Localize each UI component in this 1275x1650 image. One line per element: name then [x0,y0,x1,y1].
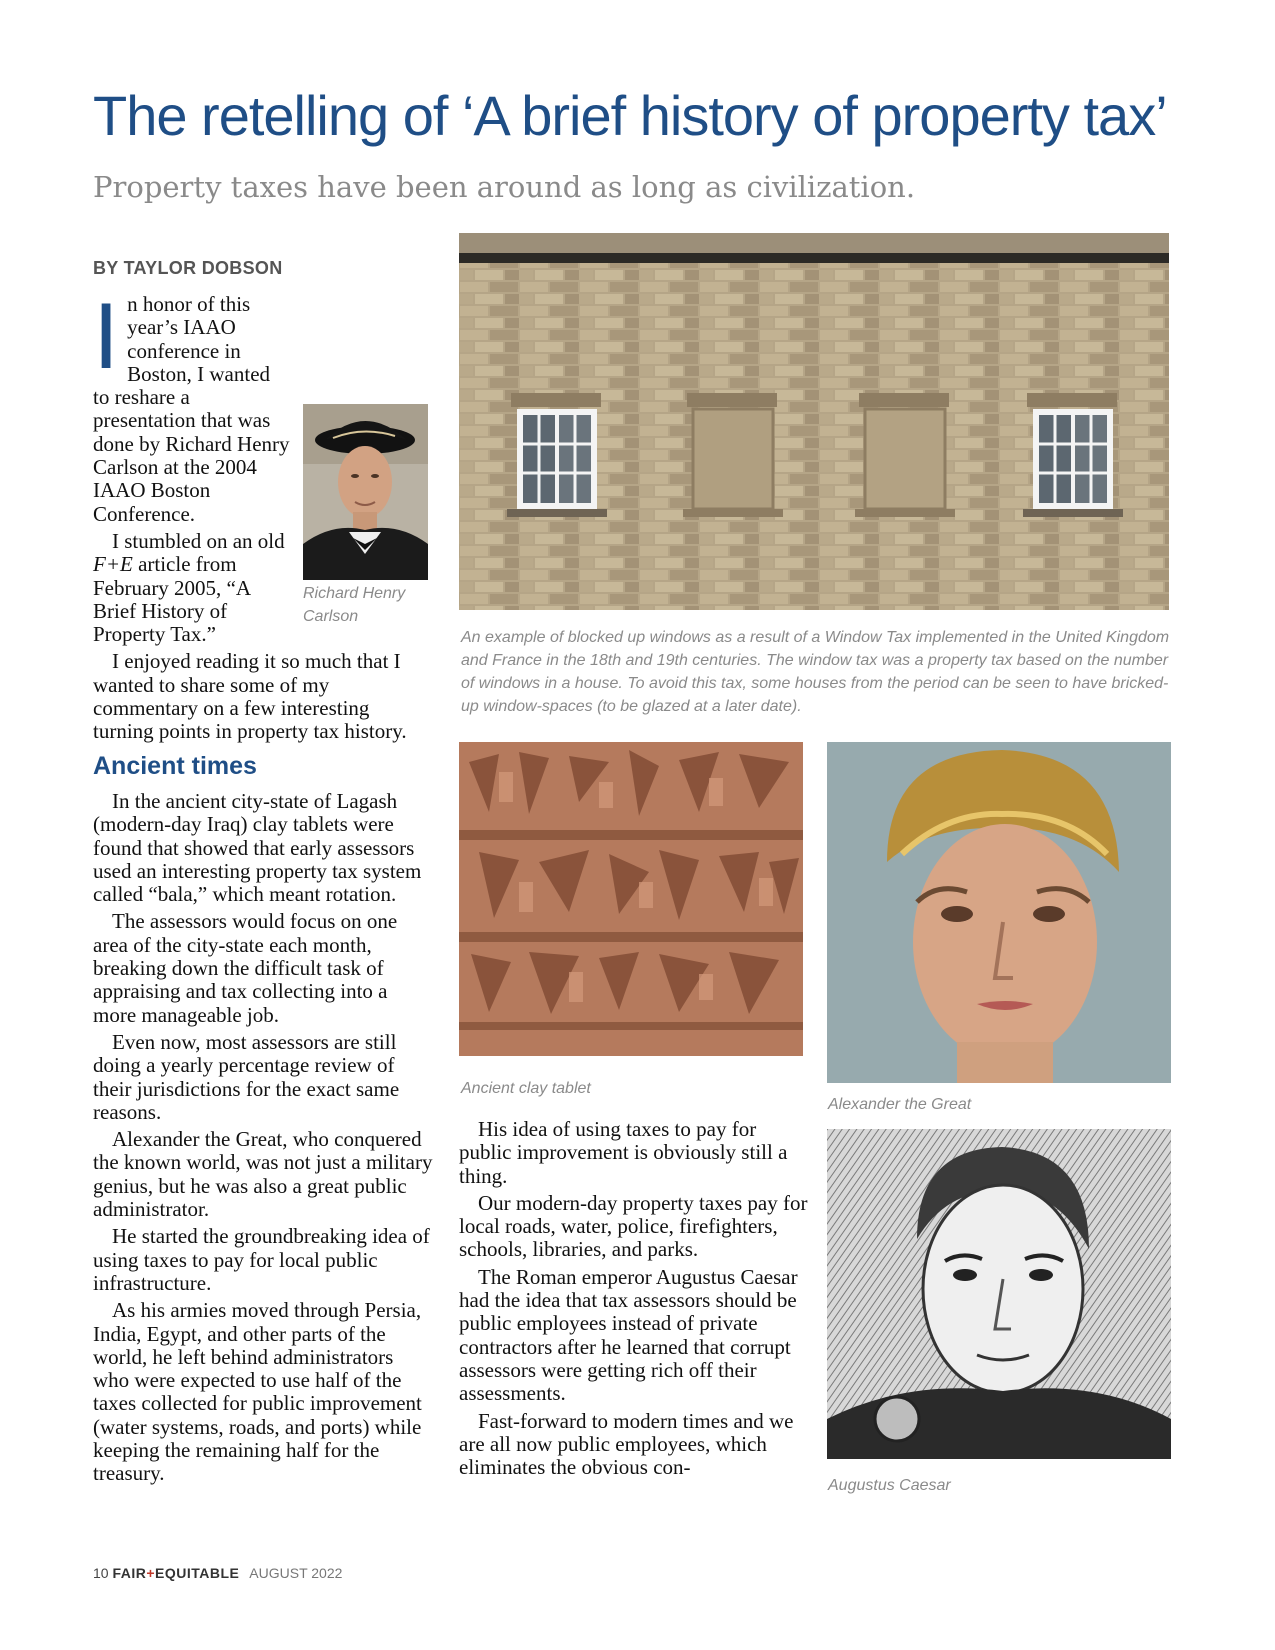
portrait-photo [303,404,428,580]
paragraph: His idea of using taxes to pay for public improvement is obviously still a thing. [459,1117,788,1188]
paragraph: The Roman emperor Augustus Caesar had the idea that tax assessors should be public employees instead of private contractors after he learned that corrupt assessors were getting rich off their assessments. [459,1264,798,1406]
window-tax-caption: An example of blocked up windows as a result of a Window Tax implemented in the United Kingdom and France in the 18th and 19th centuries. The window tax was a property tax based on the number of windows in a house. To avoid this tax, some houses from the period can be seen to have bricked-up window-spaces (to be glazed at a later date). [461,629,1170,715]
issue-date: AUGUST 2022 [249,1565,343,1581]
intro-paragraph-3: I enjoyed reading it so much that I wanted to share some of my commentary on a few interesting turning points in property tax history. [93,649,407,744]
paragraph: In the ancient city-state of Lagash (modern-day Iraq) clay tablets were found that showed that early assessors used an interesting property tax system called “bala,” which meant rotation. [93,789,422,907]
article-title: The retelling of ‘A brief history of property tax’ [93,84,1167,147]
paragraph: As his armies moved through Persia, India, Egypt, and other parts of the world, he left behind administrators who were expected to use half of the taxes collected for public improvement (water systems, roads, and ports) while keeping the remaining half for the treasury. [93,1298,422,1486]
column-2 [459,1118,809,1479]
intro-paragraph-2: I stumbled on an old F+E article from February 2005, “A Brief History of Property Tax.” [93,528,285,647]
window-tax-photo [459,233,1169,610]
paragraph: Our modern-day property taxes pay for local roads, water, police, firefighters, schools, libraries, and parks. [459,1190,808,1262]
alexander-caption: Alexander the Great [828,1096,972,1113]
paragraph: Fast-forward to modern times and we are all now public employees, which eliminates the obvious con- [459,1408,794,1480]
drop-cap: I [93,283,120,388]
intro-text [93,283,423,744]
magazine-brand: FAIR+EQUITABLE [112,1565,240,1581]
augustus-caption: Augustus Caesar [828,1477,951,1494]
clay-tablet-caption: Ancient clay tablet [461,1080,591,1097]
alexander-portrait [827,742,1171,1083]
byline: BY TAYLOR DOBSON [93,258,283,278]
clay-tablet-photo [459,742,803,1056]
section-heading: Ancient times [93,752,257,780]
page-footer [93,1565,342,1581]
paragraph: He started the groundbreaking idea of using taxes to pay for local public infrastructure. [93,1224,430,1295]
page-number: 10 [93,1565,109,1581]
paragraph: Even now, most assessors are still doing a yearly percentage review of their jurisdictions for the exact same reasons. [93,1029,400,1124]
portrait-figure [303,404,428,628]
augustus-portrait [827,1129,1171,1459]
paragraph: Alexander the Great, who conquered the known world, was not just a military genius, but he was also a great public administrator. [93,1127,433,1222]
paragraph: The assessors would focus on one area of the city-state each month, breaking down the difficult task of appraising and tax collecting into a more manageable job. [93,909,398,1027]
column-1 [93,790,433,1486]
portrait-caption: Richard Henry Carlson [303,585,406,625]
article-subtitle: Property taxes have been around as long as civilization. [93,170,916,204]
intro-paragraph-1: n honor of this year’s IAAO conference in Boston, I wanted to reshare a presentation that was done by Richard Henry Carlson at the 2004 IAAO Boston Conference. [93,292,290,526]
